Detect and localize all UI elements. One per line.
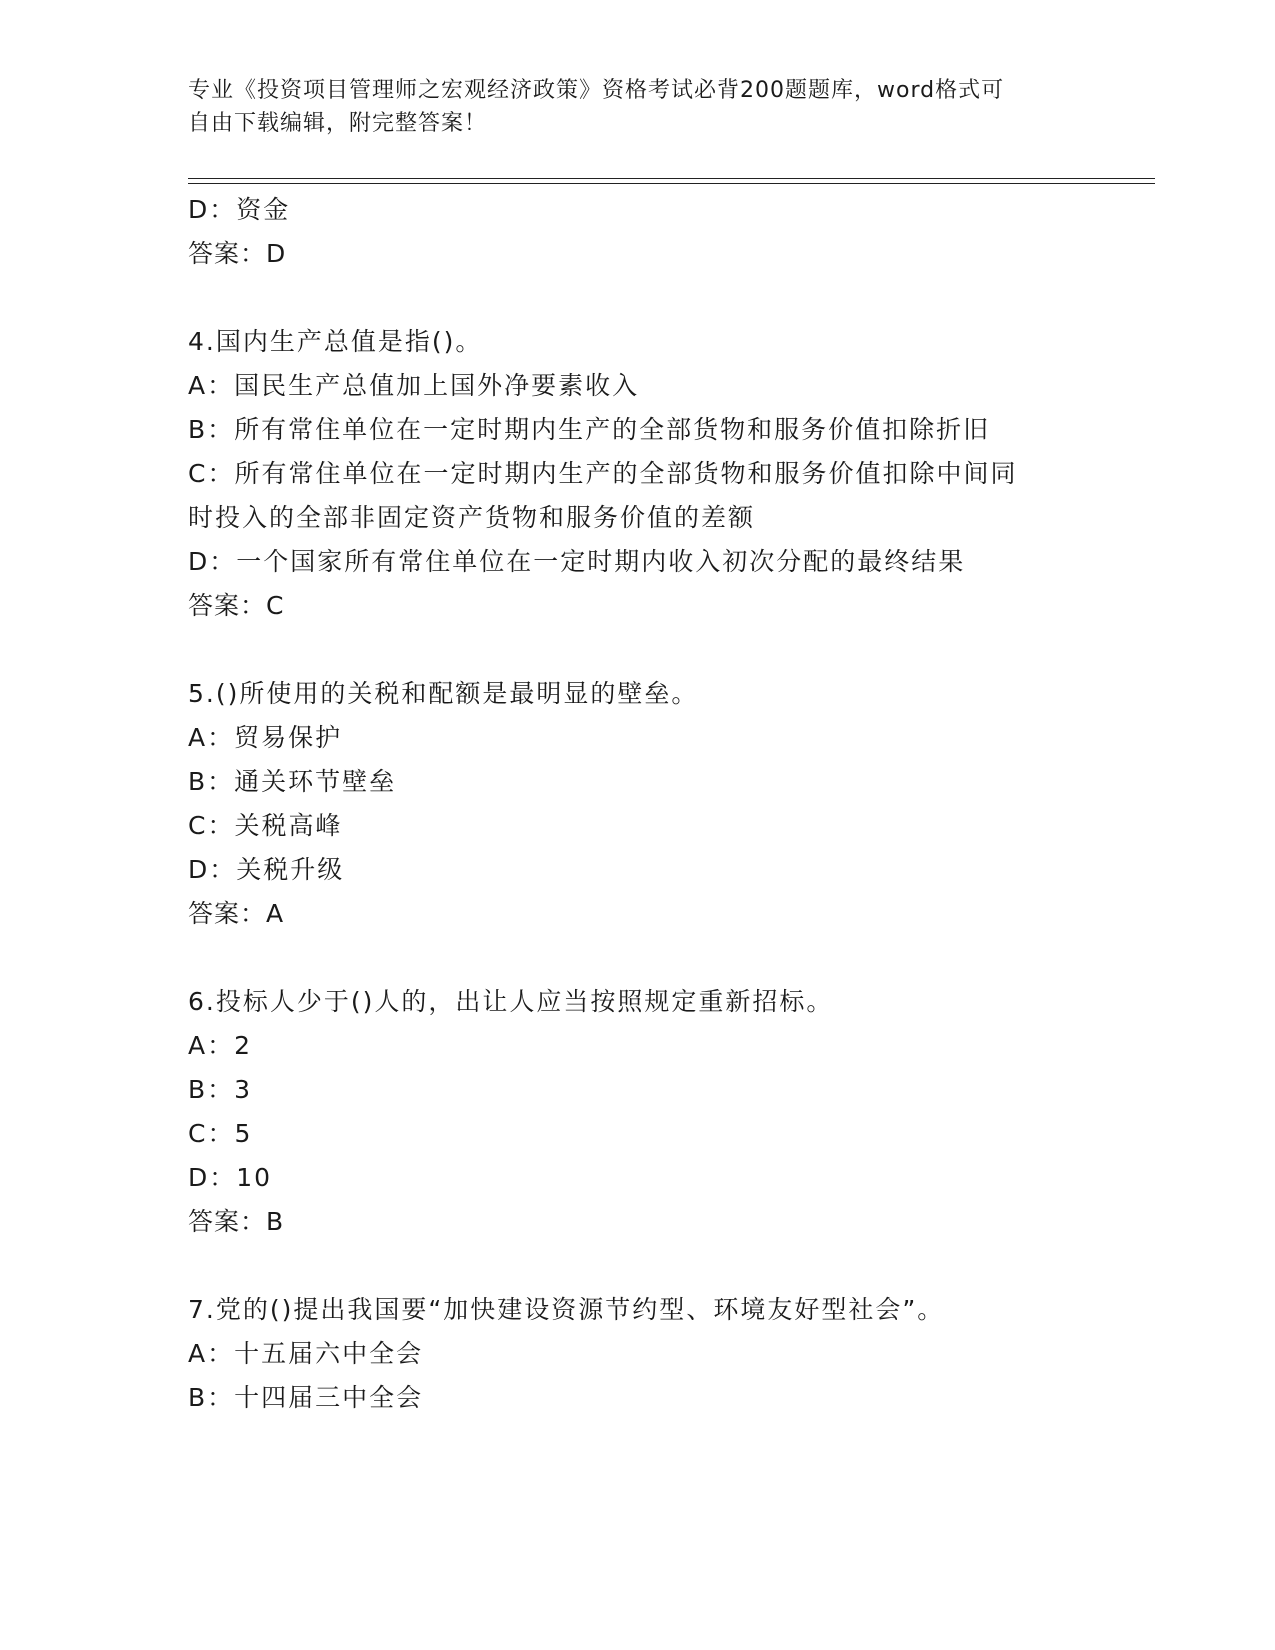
header-line-1: 专业《投资项目管理师之宏观经济政策》资格考试必背200题题库，word格式可 (188, 78, 1005, 103)
q6-answer: 答案：B (188, 1207, 285, 1236)
q5-option-b: B：通关环节壁垒 (188, 767, 397, 796)
q4-stem: 4.国内生产总值是指()。 (188, 327, 483, 356)
q6-option-b: B：3 (188, 1075, 253, 1104)
q5-answer: 答案：A (188, 899, 285, 928)
q4-option-c-line-2: 时投入的全部非固定资产货物和服务价值的差额 (188, 503, 756, 532)
q7-stem: 7.党的()提出我国要“加快建设资源节约型、环境友好型社会”。 (188, 1295, 945, 1324)
q6-option-a: A：2 (188, 1031, 253, 1060)
q6-option-c: C：5 (188, 1119, 253, 1148)
q5-stem: 5.()所使用的关税和配额是最明显的壁垒。 (188, 679, 699, 708)
q5-option-c: C：关税高峰 (188, 811, 343, 840)
header-divider-bottom (188, 183, 1155, 184)
q4-option-a: A：国民生产总值加上国外净要素收入 (188, 371, 640, 400)
q4-option-c-line-1: C：所有常住单位在一定时期内生产的全部货物和服务价值扣除中间同 (188, 459, 1018, 488)
header-line-2: 自由下载编辑，附完整答案！ (188, 111, 488, 136)
q5-option-a: A：贸易保护 (188, 723, 343, 752)
q7-option-a: A：十五届六中全会 (188, 1339, 424, 1368)
q4-answer: 答案：C (188, 591, 285, 620)
q7-option-b: B：十四届三中全会 (188, 1383, 424, 1412)
prev-answer: 答案：D (188, 239, 287, 268)
q4-option-b: B：所有常住单位在一定时期内生产的全部货物和服务价值扣除折旧 (188, 415, 991, 444)
q5-option-d: D：关税升级 (188, 855, 345, 884)
prev-option-d: D：资金 (188, 195, 291, 224)
q4-option-d: D：一个国家所有常住单位在一定时期内收入初次分配的最终结果 (188, 547, 966, 576)
q6-stem: 6.投标人少于()人的，出让人应当按照规定重新招标。 (188, 987, 834, 1016)
q6-option-d: D：10 (188, 1163, 273, 1192)
document-header (188, 74, 1088, 140)
header-divider-top (188, 178, 1155, 179)
